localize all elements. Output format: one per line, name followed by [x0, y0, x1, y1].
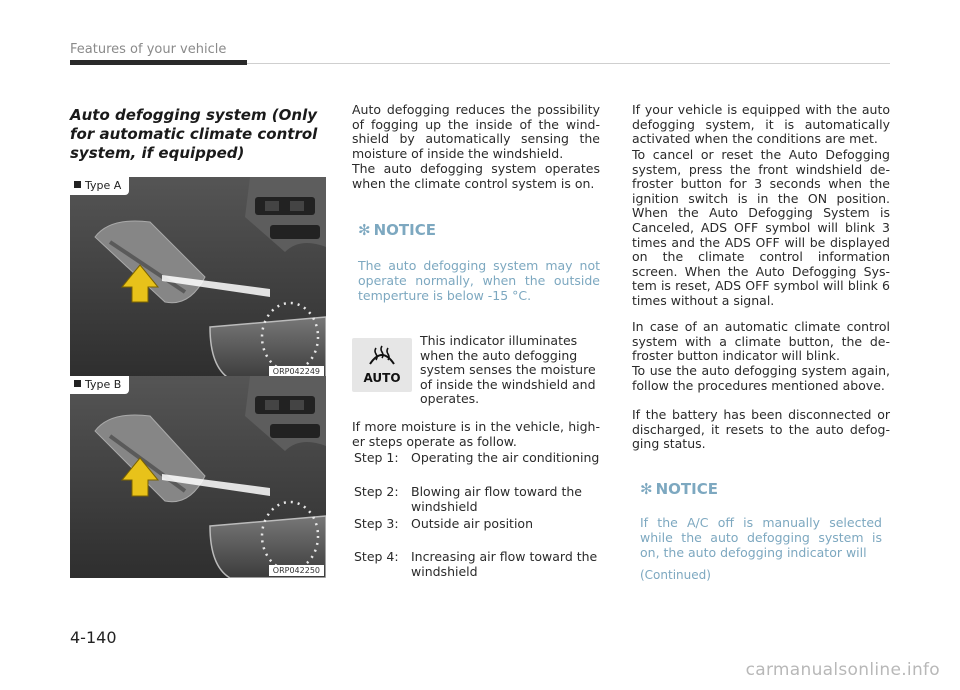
col3-paragraph-2: To cancel or reset the Auto Defogging system, press the front windshield de-froster button for 3 seconds when the ignition switch is in the ON position. When the Auto Defogging System is Canceled, ADS OFF symbol will blink 3 times and the ADS OFF will be displayed on the climate control information screen. When the Auto Defogging Sys-tem is reset, ADS OFF symbol will blink 6 times without a signal. — [632, 147, 890, 308]
indicator-description: This indicator illuminates when the auto defogging system senses the moisture of inside the windshield and operates. — [420, 333, 596, 407]
windshield-defrost-auto-icon — [352, 338, 412, 372]
indicator-auto-label: AUTO — [363, 371, 401, 385]
watermark: carmanualsonline.info — [745, 660, 940, 680]
square-bullet-icon — [74, 380, 81, 387]
col3-paragraph-5: If the battery has been disconnected or discharged, it resets to the auto defog-ging status. — [632, 407, 890, 452]
section-title: Auto defogging system (Only for automatic climate control system, if equipped) — [70, 106, 318, 162]
header-bar — [70, 60, 247, 65]
step-description: Increasing air flow toward the windshield — [411, 549, 598, 579]
figure-type-label: Type B — [70, 376, 129, 394]
page-number: 4-140 — [70, 628, 117, 647]
section-header: Features of your vehicle — [70, 42, 227, 57]
mirror-illustration — [70, 177, 326, 379]
step-number: Step 2: — [354, 484, 399, 499]
notice-title: ✻ NOTICE — [358, 221, 436, 239]
figure-code: ORP042249 — [269, 366, 324, 377]
step-description: Operating the air conditioning — [411, 450, 600, 465]
step-number: Step 3: — [354, 516, 399, 531]
step-number: Step 4: — [354, 549, 399, 564]
step-description: Blowing air flow toward the windshield — [411, 484, 582, 514]
mirror-illustration — [70, 376, 326, 578]
notice-title: ✻ NOTICE — [640, 480, 718, 498]
col3-paragraph-3: In case of an automatic climate control system with a climate button, the de-froster button indicator will blink. — [632, 319, 890, 364]
col3-paragraph-1: If your vehicle is equipped with the auto defogging system, it is automatically activated when the conditions are met. — [632, 102, 890, 147]
figure-code: ORP042250 — [269, 565, 324, 576]
notice-body: The auto defogging system may not operate normally, when the outside temperture is below -15 °C. — [358, 258, 600, 303]
snowflake-star-icon: ✻ — [358, 221, 371, 239]
square-bullet-icon — [74, 181, 81, 188]
step-number: Step 1: — [354, 450, 399, 465]
snowflake-star-icon: ✻ — [640, 480, 653, 498]
figure-type-a — [70, 177, 326, 379]
notice-body: If the A/C off is manually selected while the auto defogging system is on, the auto defogging indicator will — [640, 515, 882, 560]
operation-paragraph: The auto defogging system operates when the climate control system is on. — [352, 161, 600, 191]
header-line — [247, 63, 890, 64]
steps-intro: If more moisture is in the vehicle, high-er steps operate as follow. — [352, 419, 600, 449]
col3-paragraph-4: To use the auto defogging system again, follow the procedures mentioned above. — [632, 363, 890, 393]
intro-paragraph: Auto defogging reduces the possibility of fogging up the inside of the wind-shield by automatically sensing the moisture of inside the windshield. — [352, 102, 600, 161]
auto-defog-indicator — [352, 338, 412, 392]
step-description: Outside air position — [411, 516, 534, 531]
figure-type-label: Type A — [70, 177, 129, 195]
figure-type-b — [70, 376, 326, 578]
continued-label: (Continued) — [640, 568, 711, 582]
